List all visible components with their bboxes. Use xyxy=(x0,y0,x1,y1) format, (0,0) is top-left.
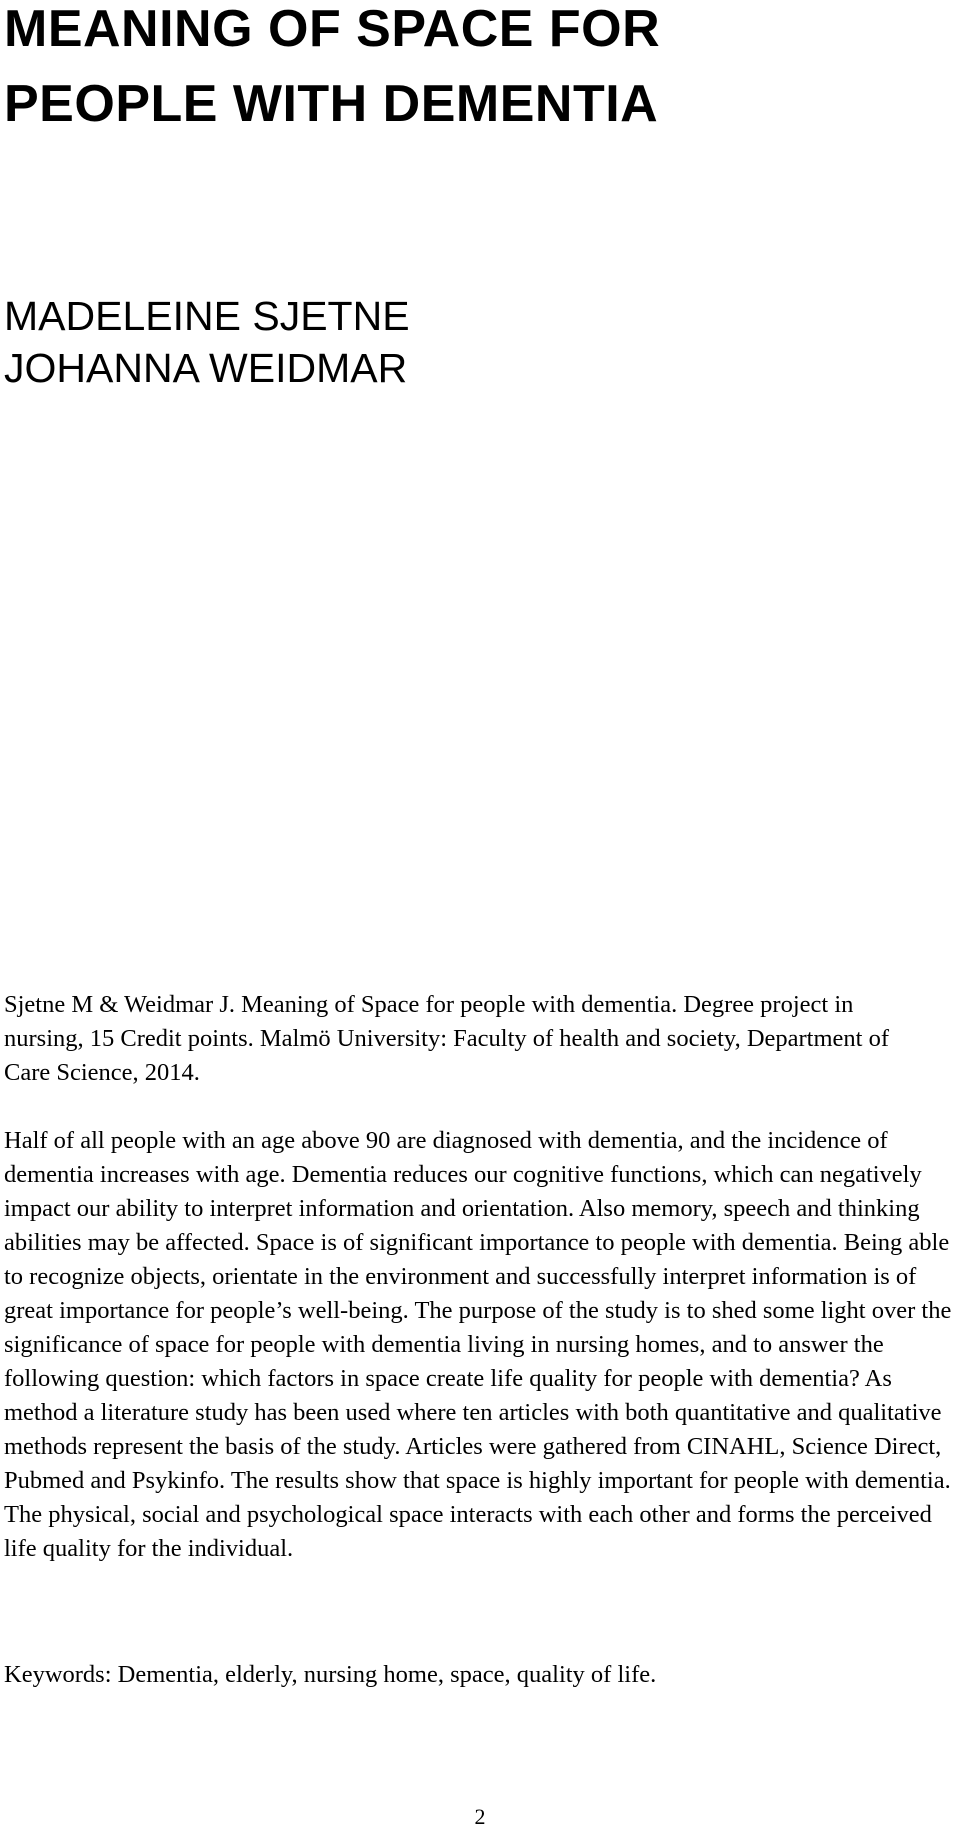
citation-paragraph: Sjetne M & Weidmar J. Meaning of Space for people with dementia. Degree project in nursing, 15 Credit points. Malmö University: Faculty of health and society, Department of Care Science, 2014. xyxy=(4,991,890,1086)
author-name: JOHANNA WEIDMAR xyxy=(4,345,408,391)
title-line-1: MEANING OF SPACE FOR xyxy=(4,0,661,58)
title-line-2: PEOPLE WITH DEMENTIA xyxy=(4,75,659,133)
keywords-paragraph: Keywords: Dementia, elderly, nursing home, space, quality of life. xyxy=(4,1661,657,1688)
page-number: 2 xyxy=(474,1804,486,1829)
author-name: MADELEINE SJETNE xyxy=(4,293,410,339)
page-title xyxy=(4,0,944,142)
abstract-paragraph: Half of all people with an age above 90 are diagnosed with dementia, and the incidence of dementia increases with age. Dementia reduces our cognitive functions, which can negatively impact our ability to interpret information and orientation. Also memory, speech and thinking abilities may be affected. Space is of significant importance to people with dementia. Being able to recognize objects, orientate in the environment and successfully interpret information is of great importance for people’s well-being. The purpose of the study is to shed some light over the significance of space for people with dementia living in nursing homes, and to answer the following question: which factors in space create life quality for people with dementia? As method a literature study has been used where ten articles with both quantitative and qualitative methods represent the basis of the study. Articles were gathered from CINAHL, Science Direct, Pubmed and Psykinfo. The results show that space is highly important for people with dementia. The physical, social and psychological space interacts with each other and forms the perceived life quality for the individual. xyxy=(4,1127,952,1562)
author-list xyxy=(4,290,904,394)
